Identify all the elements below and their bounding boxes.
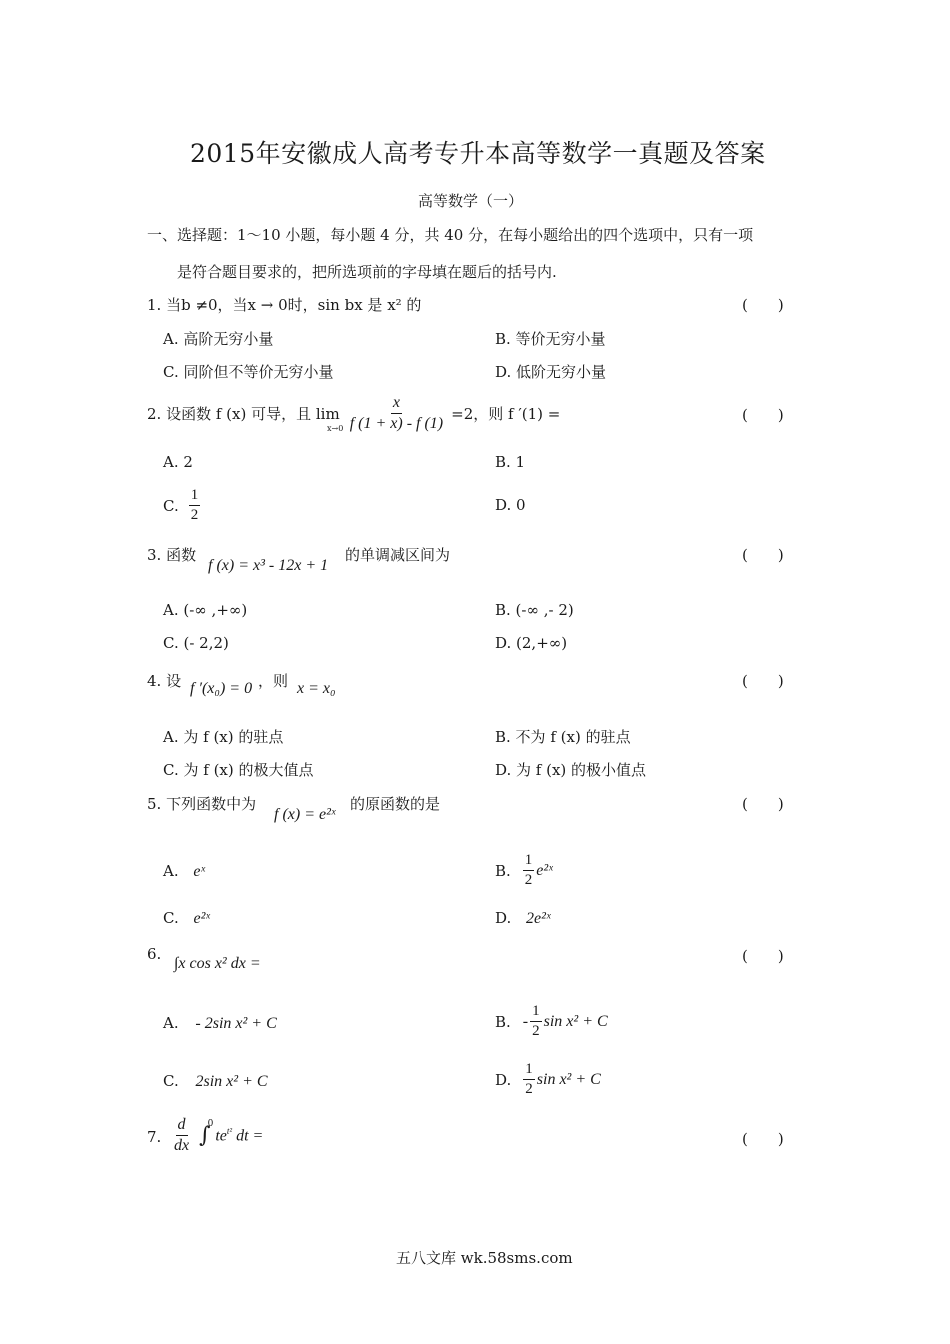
fraction-numerator: 1 [189, 487, 201, 506]
fraction-numerator: 1 [530, 1003, 542, 1022]
integrand-exponent: t² [226, 1126, 233, 1137]
integrand [215, 1126, 263, 1145]
option-label: C. [163, 1072, 179, 1090]
question-7-number: 7. [147, 1128, 162, 1146]
question-5-answer-blank: ( ) [742, 795, 784, 813]
integral-sign-icon: ∫ [199, 1123, 211, 1149]
question-4-formula-2: x = x₀ [297, 680, 336, 697]
option-fraction [530, 1003, 542, 1041]
option-value: eˣ [193, 863, 206, 880]
question-2-option-c [163, 487, 202, 525]
question-6-option-a [163, 1014, 277, 1033]
option-label: D. [495, 909, 512, 927]
question-6-option-d [495, 1061, 601, 1099]
section-instructions-line1: 一、选择题：1～10 小题，每小题 4 分，共 40 分，在每小题给出的四个选项中，只有一项 [147, 226, 754, 244]
fraction-numerator: 1 [523, 1061, 535, 1080]
question-3-option-a: A. (-∞ ,+∞) [163, 601, 248, 619]
option-label: A. [163, 862, 179, 880]
fraction-denominator: 2 [525, 1081, 533, 1098]
option-fraction [523, 852, 535, 890]
page-title: 2015年安徽成人高考专升本高等数学一真题及答案 [190, 139, 766, 168]
option-label: D. [495, 1070, 512, 1089]
integrand-tail: dt = [232, 1127, 264, 1145]
question-3-option-b: B. (-∞ ,- 2) [495, 601, 574, 619]
question-2-option-c-label: C. [163, 496, 179, 515]
question-5-option-c [163, 909, 210, 928]
question-2-stem-pre: 2. 设函数 f (x) 可导，且 lim [147, 405, 340, 424]
question-2-limit-fraction [348, 394, 445, 434]
integral-upper-limit: 0 [207, 1118, 214, 1129]
question-7-answer-blank: ( ) [742, 1130, 784, 1148]
question-6-option-c [163, 1072, 268, 1091]
question-5-stem-post: 的原函数的是 [350, 795, 441, 813]
question-1-option-d: D. 低阶无穷小量 [495, 363, 607, 381]
option-label: C. [163, 909, 179, 927]
question-2-option-d: D. 0 [495, 496, 526, 514]
option-fraction [523, 1061, 535, 1099]
question-4-option-d: D. 为 f (x) 的极小值点 [495, 761, 647, 779]
option-value: 2e²ˣ [526, 910, 551, 927]
page-subtitle: 高等数学（一） [418, 192, 524, 210]
option-label: B. [495, 1012, 511, 1031]
question-3-stem-pre: 3. 函数 [147, 546, 197, 564]
question-6-option-b [495, 1003, 608, 1041]
question-5-stem-pre: 5. 下列函数中为 [147, 795, 257, 813]
question-1-option-b: B. 等价无穷小量 [495, 330, 606, 348]
footer-watermark: 五八文库 wk.58sms.com [396, 1249, 573, 1267]
option-label: B. [495, 861, 511, 880]
question-3-formula: f (x) = x³ - 12x + 1 [208, 557, 329, 574]
question-7-derivative-fraction [172, 1116, 191, 1156]
question-5-option-b [495, 852, 553, 890]
question-2-fraction-denominator: f (1 + x) - f (1) [349, 415, 444, 433]
question-3-option-d: D. (2,+∞) [495, 634, 568, 652]
question-4-formula: f ′(x₀) = 0 [190, 680, 253, 697]
question-2-fraction-numerator: x [391, 394, 402, 414]
question-1-option-c: C. 同阶但不等价无穷小量 [163, 363, 334, 381]
question-3-answer-blank: ( ) [742, 546, 784, 564]
question-3-stem-post: 的单调减区间为 [345, 546, 451, 564]
question-2-answer-blank: ( ) [742, 406, 784, 424]
question-2-option-a: A. 2 [163, 453, 193, 471]
fraction-denominator: 2 [190, 507, 199, 524]
option-value: sin x² + C [536, 1070, 601, 1088]
integrand-base: te [215, 1127, 227, 1145]
section-instructions-line2: 是符合题目要求的，把所选项前的字母填在题后的括号内. [177, 263, 557, 281]
question-1-answer-blank: ( ) [742, 296, 784, 314]
question-4-stem-mid: ，则 [258, 672, 289, 690]
question-6-answer-blank: ( ) [742, 947, 784, 965]
fraction-numerator: 1 [523, 852, 535, 871]
question-5-option-d [495, 909, 550, 928]
option-label: A. [163, 1014, 179, 1032]
option-value: 2sin x² + C [195, 1073, 268, 1090]
option-value: sin x² + C [543, 1012, 608, 1030]
question-7-formula [170, 1116, 263, 1156]
option-value: e²ˣ [536, 861, 553, 879]
question-4-answer-blank: ( ) [742, 672, 784, 690]
question-5-option-a [163, 862, 205, 881]
question-1-option-a: A. 高阶无穷小量 [163, 330, 274, 348]
fraction-numerator: d [176, 1116, 188, 1136]
question-1-stem: 1. 当b ≠0，当x → 0时，sin bx 是 x² 的 [147, 296, 422, 314]
question-4-option-c: C. 为 f (x) 的极大值点 [163, 761, 314, 779]
question-2-option-c-fraction [189, 487, 201, 525]
question-3-option-c: C. (- 2,2) [163, 634, 229, 652]
question-2-limit-subscript: x→0 [327, 424, 344, 433]
fraction-denominator: 2 [524, 872, 533, 889]
question-4-option-b: B. 不为 f (x) 的驻点 [495, 728, 631, 746]
fraction-denominator: dx [174, 1137, 190, 1155]
question-2-option-b: B. 1 [495, 453, 526, 471]
option-value: - 2sin x² + C [195, 1015, 277, 1032]
option-value: e²ˣ [193, 910, 210, 927]
question-6-formula: ∫x cos x² dx = [174, 955, 261, 972]
question-2-stem-post: =2，则 f ′(1) = [451, 405, 561, 424]
question-5-formula: f (x) = e²ˣ [274, 806, 336, 823]
option-sign: - [522, 1012, 529, 1030]
question-2-stem [147, 394, 560, 434]
fraction-denominator: 2 [532, 1023, 540, 1040]
question-4-option-a: A. 为 f (x) 的驻点 [163, 728, 284, 746]
question-4-stem-pre: 4. 设 [147, 672, 182, 690]
question-6-number: 6. [147, 945, 162, 963]
